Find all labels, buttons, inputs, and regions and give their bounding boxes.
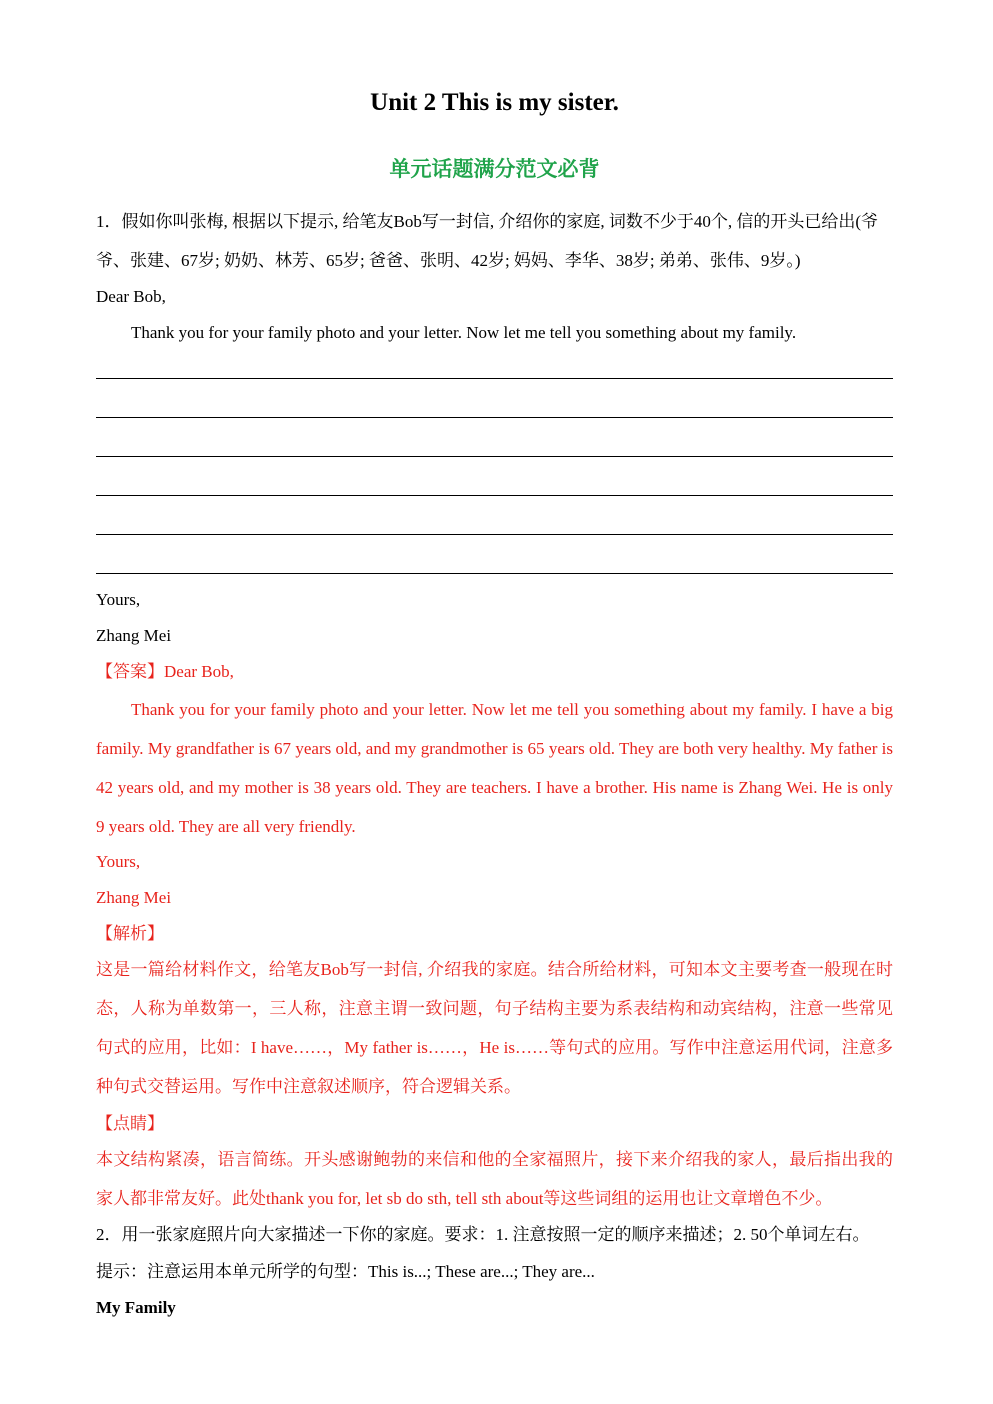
answer-greeting: Dear Bob, bbox=[164, 662, 234, 681]
question-2-hint: 提示：注意运用本单元所学的句型：This is...; These are...; They are... bbox=[96, 1262, 595, 1281]
writing-line bbox=[96, 456, 893, 457]
writing-line bbox=[96, 534, 893, 535]
analysis-text: 这是一篇给材料作文，给笔友Bob写一封信, 介绍我的家庭。结合所给材料，可知本文主要考查一般现在时态，人称为单数第一，三人称，注意主谓一致问题，句子结构主要为系表结构和动宾结构，注意一些常见句式的应用，比如：I have……，My father is……，He is……等句式的应用。写作中注意运用代词，注意多种句式交替运用。写作中注意叙述顺序，符合逻辑关系。 bbox=[96, 960, 893, 1096]
letter-closing: Yours, bbox=[96, 590, 141, 609]
writing-line bbox=[96, 417, 893, 418]
question-1-prompt: 1．假如你叫张梅, 根据以下提示, 给笔友Bob写一封信, 介绍你的家庭, 词数不少于40个, 信的开头已给出(爷爷、张建、67岁; 奶奶、林芳、65岁; 爸爸、张明、42岁; 妈妈、李华、38岁; 弟弟、张伟、9岁。) bbox=[96, 212, 878, 270]
answer-signature: Zhang Mei bbox=[96, 888, 172, 907]
answer-label: 【答案】 bbox=[96, 662, 164, 681]
comment-label: 【点睛】 bbox=[96, 1114, 164, 1133]
question-2-prompt: 2．用一张家庭照片向大家描述一下你的家庭。要求：1. 注意按照一定的顺序来描述；2. 50个单词左右。 bbox=[96, 1225, 870, 1244]
question-2-heading: My Family bbox=[96, 1298, 176, 1317]
answer-heading bbox=[96, 654, 893, 690]
analysis-label: 【解析】 bbox=[96, 924, 164, 943]
letter-greeting: Dear Bob, bbox=[96, 287, 166, 306]
writing-line bbox=[96, 495, 893, 496]
page-subtitle: 单元话题满分范文必背 bbox=[389, 157, 600, 181]
answer-closing: Yours, bbox=[96, 852, 141, 871]
answer-body: Thank you for your family photo and your letter. Now let me tell you something about my family. I have a big family. My grandfather is 67 years old, and my grandmother is 65 years old. They are both very healthy. My father is 42 years old, and my mother is 38 years old. They are teachers. I have a brother. His name is Zhang Wei. He is only 9 years old. They are all very friendly. bbox=[96, 700, 893, 836]
comment-text: 本文结构紧凑，语言简练。开头感谢鲍勃的来信和他的全家福照片，接下来介绍我的家人，最后指出我的家人都非常友好。此处thank you for, let sb do sth, tell sth about等这些词组的运用也让文章增色不少。 bbox=[96, 1150, 893, 1208]
letter-signature: Zhang Mei bbox=[96, 626, 172, 645]
letter-opening: Thank you for your family photo and your letter. Now let me tell you something about my family. bbox=[131, 323, 797, 342]
page-title: Unit 2 This is my sister. bbox=[370, 89, 619, 116]
writing-line bbox=[96, 573, 893, 574]
writing-line bbox=[96, 378, 893, 379]
